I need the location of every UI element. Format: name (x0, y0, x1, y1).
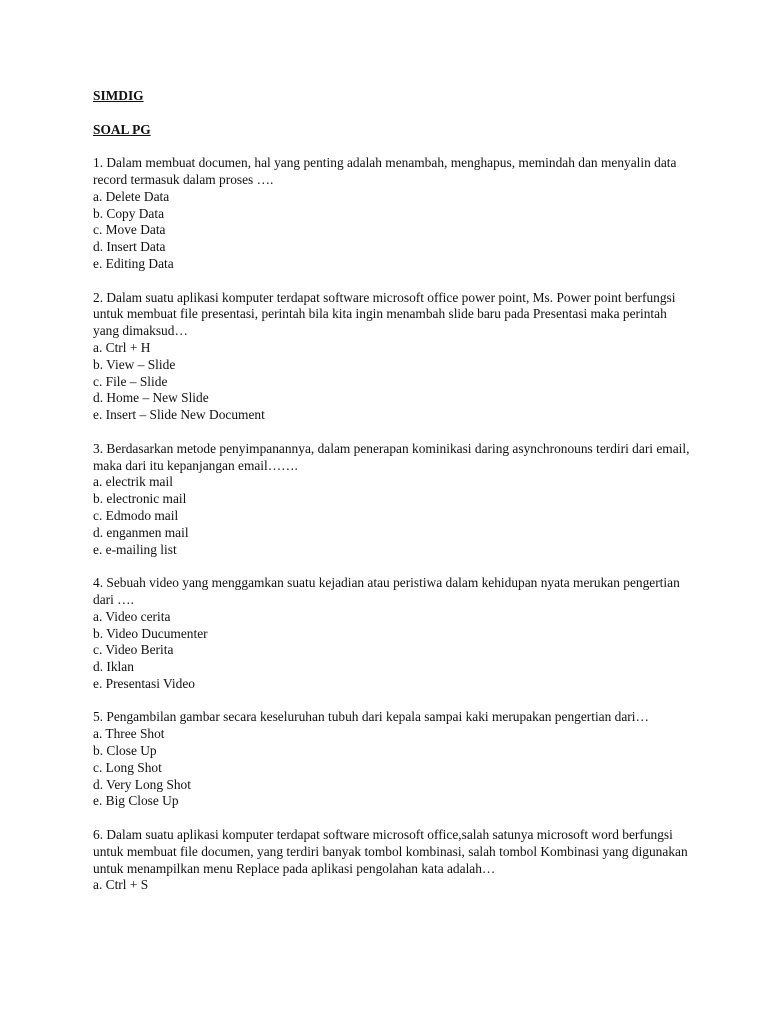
answer-option: d. Home – New Slide (93, 390, 209, 406)
answer-option: b. electronic mail (93, 491, 187, 507)
answer-option: b. Video Ducumenter (93, 625, 208, 641)
document-page (93, 88, 693, 911)
answer-option: b. Copy Data (93, 205, 165, 221)
answer-option: d. enganmen mail (93, 524, 189, 540)
answer-option: c. Move Data (93, 222, 166, 238)
question-text: 5. Pengambilan gambar secara keseluruhan tubuh dari kepala sampai kaki merupakan pengertian dari… (93, 709, 649, 725)
answer-option: c. Video Berita (93, 642, 174, 658)
question-block-4 (93, 575, 693, 693)
answer-option: e. Presentasi Video (93, 675, 195, 691)
answer-option: e. Insert – Slide New Document (93, 407, 265, 423)
answer-option: c. Long Shot (93, 759, 162, 775)
question-text: 2. Dalam suatu aplikasi komputer terdapat software microsoft office power point, Ms. Power point berfungsi untuk membuat file presentasi, perintah bila kita ingin menambah slide baru pada Presentasi maka perintah yang dimaksud… (93, 289, 676, 339)
answer-option: a. Three Shot (93, 726, 165, 742)
question-list (93, 155, 693, 894)
answer-option: d. Insert Data (93, 239, 166, 255)
question-text: 1. Dalam membuat documen, hal yang penting adalah menambah, menghapus, memindah dan menyalin data record termasuk dalam proses …. (93, 155, 677, 187)
question-block-6 (93, 827, 693, 894)
question-text: 3. Berdasarkan metode penyimpanannya, dalam penerapan kominikasi daring asynchronouns terdiri dari email, maka dari itu kepanjangan email……. (93, 440, 690, 473)
answer-option: d. Very Long Shot (93, 776, 191, 792)
document-subtitle: SOAL PG (93, 121, 151, 137)
answer-option: c. File – Slide (93, 373, 168, 389)
answer-options (93, 609, 693, 693)
question-block-5 (93, 709, 693, 810)
answer-options (93, 474, 693, 558)
answer-option: a. Ctrl + H (93, 339, 151, 355)
question-text: 6. Dalam suatu aplikasi komputer terdapat software microsoft office,salah satunya microsoft word berfungsi untuk membuat file documen, yang terdiri banyak tombol kombinasi, salah tombol Kombinasi yang digunakan untuk menampilkan menu Replace pada aplikasi pengolahan kata adalah… (93, 827, 688, 876)
answer-option: e. e-mailing list (93, 541, 177, 557)
answer-option: c. Edmodo mail (93, 507, 179, 523)
answer-option: e. Editing Data (93, 255, 174, 271)
answer-options (93, 340, 693, 424)
document-title: SIMDIG (93, 88, 144, 103)
answer-option: a. electrik mail (93, 474, 173, 490)
answer-option: a. Ctrl + S (93, 877, 149, 893)
question-block-1 (93, 155, 693, 273)
answer-options (93, 877, 693, 894)
answer-option: a. Delete Data (93, 188, 170, 204)
answer-option: d. Iklan (93, 659, 134, 675)
answer-options (93, 189, 693, 273)
question-block-3 (93, 441, 693, 559)
answer-option: b. View – Slide (93, 356, 176, 372)
answer-options (93, 726, 693, 810)
question-block-2 (93, 290, 693, 424)
answer-option: e. Big Close Up (93, 793, 179, 809)
question-text: 4. Sebuah video yang menggamkan suatu kejadian atau peristiwa dalam kehidupan nyata merukan pengertian dari …. (93, 575, 680, 607)
answer-option: a. Video cerita (93, 608, 171, 624)
answer-option: b. Close Up (93, 743, 157, 759)
